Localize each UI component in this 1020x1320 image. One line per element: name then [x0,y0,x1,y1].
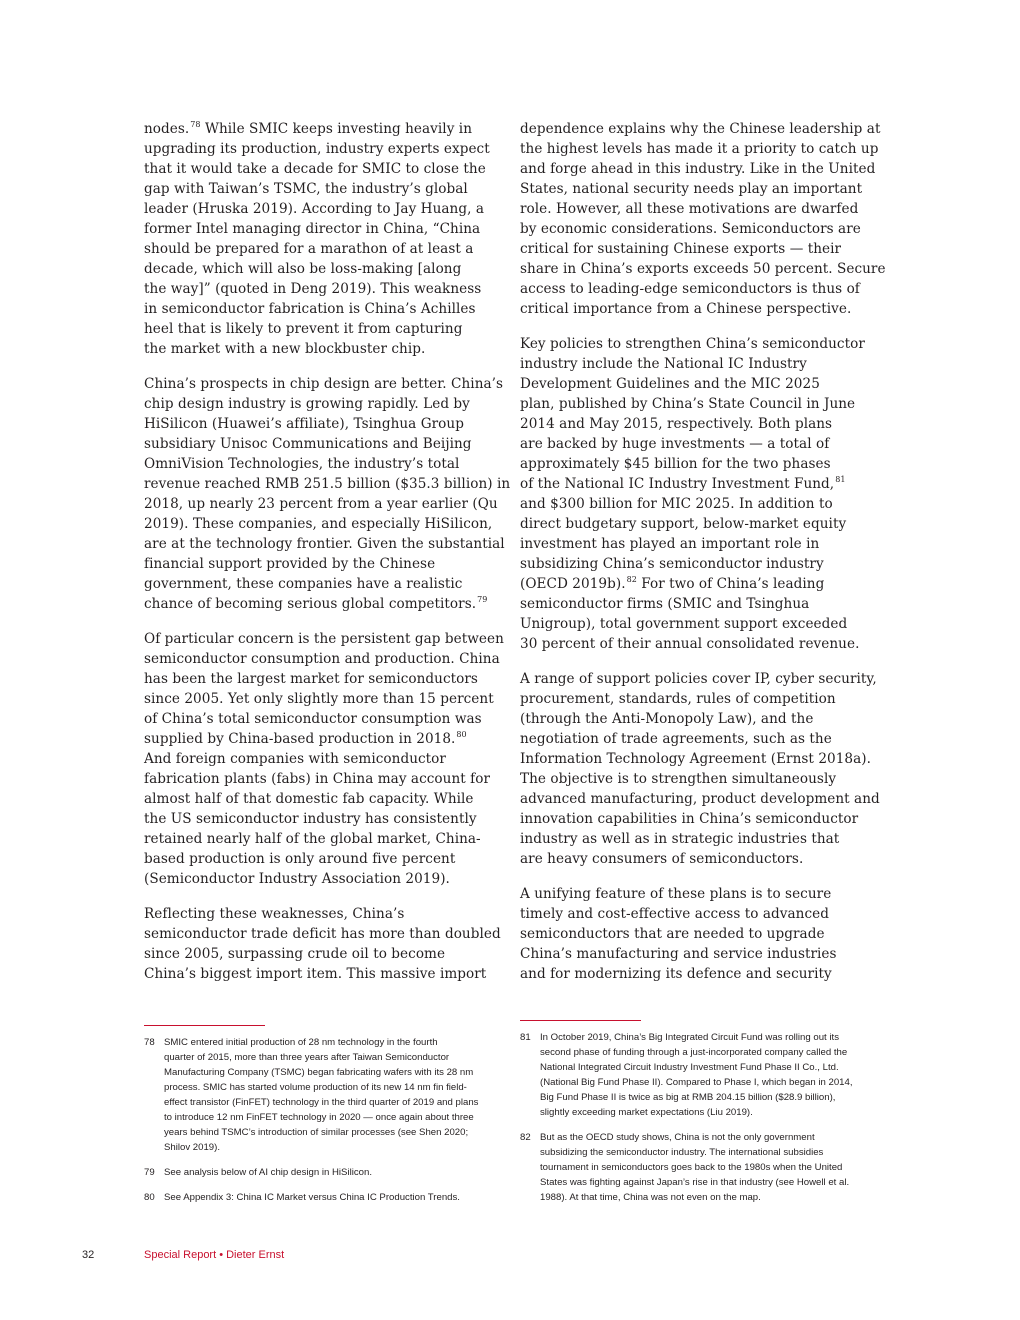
paragraph: A range of support policies cover IP, cyber security, procurement, standards, rules of competition (through the Anti-Monopoly Law), and the negotiation of trade agreements, such as the Information Technology Agreement (Ernst 2018a). The objective is to strengthen simultaneously advanced manufacturing, product development and innovation capabilities in China’s semiconductor industry as well as in strategic industries that are heavy consumers of semiconductors. [520,671,880,867]
paragraph: China’s prospects in chip design are better. China’s chip design industry is growing rapidly. Led by HiSilicon (Huawei’s affiliate), Tsinghua Group subsidiary Unisoc Communications and Beijing OmniVision Technologies, the industry’s total revenue reached RMB 251.5 billion ($35.3 billion) in 2018, up nearly 23 percent from a year earlier (Qu 2019). These companies, and especially HiSilicon, are at the technology frontier. Given the substantial financial support provided by the Chinese government, these companies have a realistic chance of becoming serious global competitors.$^{79}$ [144,376,511,612]
footnotes-right [520,1030,865,1215]
paragraph: dependence explains why the Chinese leadership at the highest levels has made it a priority to catch up and forge ahead in this industry. Like in the United States, national security needs play an important role. However, all these motivations are dwarfed by economic considerations. Semiconductors are critical for sustaining Chinese exports — their share in China’s exports exceeds 50 percent. Secure access to leading-edge semiconductors is thus of critical importance from a Chinese perspective. [520,121,886,317]
paragraph: Of particular concern is the persistent gap between semiconductor consumption and production. China has been the largest market for semiconductors since 2005. Yet only slightly more than 15 percent of China’s total semiconductor consumption was supplied by China-based production in 2018.80 And foreign companies with semiconductor fabrication plants (fabs) in China may account for almost half of that domestic fab capacity. While the US semiconductor industry has consistently retained nearly half of the global market, China- based production is only around five percent (Semiconductor Industry Association 2019). [144,631,504,887]
footnote-number: 80 [144,1192,155,1203]
paragraph: Key policies to strengthen China’s semiconductor industry include the National IC Industry Development Guidelines and the MIC 2025 plan, published by China’s State Council in June 2014 and May 2015, respectively. Both plans are backed by huge investments — a total of approximately $45 billion for the two phases of the National IC Industry Investment Fund,$^{81}$ and $300 billion for MIC 2025. In addition to direct budgetary support, below-market equity investment has played an important role in subsidizing China’s semiconductor industry (OECD 2019b).$^{82}$ For two of China’s leading semiconductor firms (SMIC and Tsinghua Unigroup), total government support exceeded 30 percent of their annual consolidated revenue. [520,336,865,652]
paragraph: Reflecting these weaknesses, China’s semiconductor trade deficit has more than doubled since 2005, surpassing crude oil to become China’s biggest import item. This massive import [144,906,501,982]
footnote-divider [520,1020,641,1021]
footnote-ref[interactable]: 82 [626,575,637,585]
paragraph: nodes.$^{78}$ While SMIC keeps investing heavily in upgrading its production, industry experts expect that it would take a decade for SMIC to close the gap with Taiwan’s TSMC, the industry’s global leader (Hruska 2019). According to Jay Huang, a former Intel managing director in China, “China should be prepared for a marathon of at least a decade, which will also be loss-making [along the way]” (quoted in Deng 2019). This weakness in semiconductor fabrication is China’s Achilles heel that is likely to prevent it from capturing the market with a new blockbuster chip. [144,120,490,357]
footnote-ref[interactable]: 81 [835,475,846,485]
footnote-78: 78 SMIC entered initial production of 28 nm technology in the fourth quarter of 2015, more than three years after Taiwan Semiconductor Manufacturing Company (TSMC) began fabricating wafers with its 28 nm process. SMIC has started volume production of its new 14 nm fin field- effect transistor (FinFET) technology in the third quarter of 2019 and plans to introduce 12 nm FinFET technology in 2020 — once again about three years behind TSMC’s introduction of similar processes (see Shen 2020; Shilov 2019). [144,1037,479,1153]
footnote-number: 79 [144,1167,155,1178]
left-text-column [144,119,511,999]
right-text-column [520,119,886,999]
footnote-divider [144,1025,265,1026]
footnote-82: 82 But as the OECD study shows, China is not the only government subsidizing the semiconductor industry. The international subsidies tournament in semiconductors goes back to the 1980s when the United States was fighting against Japan’s rise in that industry (see Howell et al. 1988). At that time, China was not even on the map. [520,1132,850,1203]
running-footer-title: Special Report • Dieter Ernst [144,1249,285,1261]
footnote-79: 79 See analysis below of AI chip design in HiSilicon. [144,1167,372,1178]
footnote-number: 78 [144,1037,155,1048]
footnote-81: 81 In October 2019, China’s Big Integrated Circuit Fund was rolling out its second phase of funding through a just-incorporated company called the National Integrated Circuit Industry Investment Fund Phase II Co., Ltd. (National Big Fund Phase II). Compared to Phase I, which began in 2014, Big Fund Phase II is twice as big at RMB 204.15 billion ($28.9 billion), slightly exceeding market expectations (Liu 2019). [520,1032,853,1118]
footnote-number: 81 [520,1032,531,1043]
footnote-ref[interactable]: 80 [456,730,467,740]
footnote-ref[interactable]: 79 [477,595,488,605]
footnotes-left [144,1035,489,1215]
paragraph: A unifying feature of these plans is to secure timely and cost-effective access to advanced semiconductors that are needed to upgrade China’s manufacturing and service industries and for modernizing its defence and security [520,886,837,982]
footnote-80: 80 See Appendix 3: China IC Market versus China IC Production Trends. [144,1192,460,1203]
footnote-ref[interactable]: 78 [190,120,201,130]
page-number: 32 [82,1249,95,1261]
footnote-number: 82 [520,1132,531,1143]
